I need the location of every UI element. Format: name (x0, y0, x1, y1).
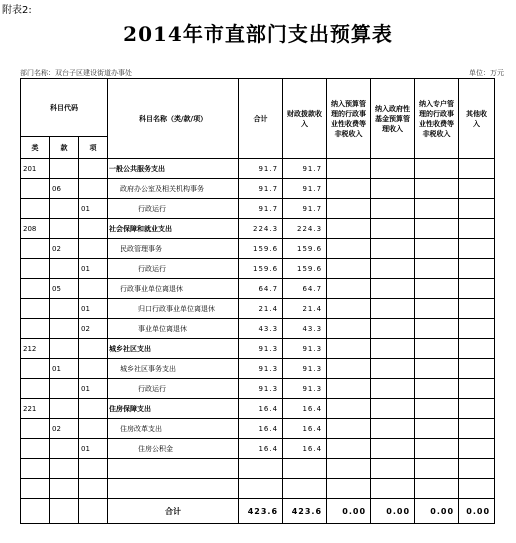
row-other (459, 199, 495, 219)
table-row (21, 179, 495, 199)
total-xiang (79, 499, 108, 524)
header-col-b: 纳入政府性基金预算管理收入 (371, 79, 415, 159)
row-col-a (327, 439, 371, 459)
table-row (21, 399, 495, 419)
row-kuan: 06 (50, 179, 79, 199)
row-subject-name: 一般公共服务支出 (108, 159, 239, 179)
row-xiang: 01 (79, 439, 108, 459)
row-lei (21, 359, 50, 379)
row-total: 16.4 (239, 399, 283, 419)
row-xiang (79, 179, 108, 199)
row-col-a (327, 379, 371, 399)
row-total: 43.3 (239, 319, 283, 339)
row-kuan (50, 399, 79, 419)
row-total: 21.4 (239, 299, 283, 319)
row-other (459, 179, 495, 199)
row-other (459, 259, 495, 279)
row-total: 159.6 (239, 259, 283, 279)
row-xiang: 01 (79, 299, 108, 319)
row-kuan: 01 (50, 359, 79, 379)
row-subject-name: 政府办公室及相关机构事务 (108, 179, 239, 199)
row-col-b (371, 259, 415, 279)
header-total: 合计 (239, 79, 283, 159)
row-kuan (50, 439, 79, 459)
table-row (21, 239, 495, 259)
row-col-b (371, 379, 415, 399)
total-col-a: 0.00 (327, 499, 371, 524)
row-col-b (371, 239, 415, 259)
row-col-b (371, 459, 415, 479)
row-col-c (415, 479, 459, 499)
row-col-c (415, 379, 459, 399)
row-other (459, 399, 495, 419)
row-col-a (327, 359, 371, 379)
row-col-b (371, 199, 415, 219)
row-kuan (50, 199, 79, 219)
row-col-a (327, 259, 371, 279)
table-row (21, 159, 495, 179)
row-other (459, 459, 495, 479)
row-subject-name: 住房保障支出 (108, 399, 239, 419)
row-fiscal: 16.4 (283, 419, 327, 439)
row-total: 91.7 (239, 179, 283, 199)
row-subject-name: 行政运行 (108, 199, 239, 219)
row-fiscal: 91.3 (283, 339, 327, 359)
row-other (459, 219, 495, 239)
row-fiscal: 91.7 (283, 179, 327, 199)
row-lei (21, 179, 50, 199)
row-fiscal: 16.4 (283, 399, 327, 419)
total-kuan (50, 499, 79, 524)
row-col-c (415, 439, 459, 459)
department-name: 部门名称：双台子区建设街道办事处 (20, 69, 132, 77)
row-fiscal: 159.6 (283, 259, 327, 279)
row-xiang: 02 (79, 319, 108, 339)
total-lei (21, 499, 50, 524)
row-xiang (79, 159, 108, 179)
row-xiang (79, 219, 108, 239)
row-col-b (371, 319, 415, 339)
row-total: 91.7 (239, 159, 283, 179)
row-other (459, 159, 495, 179)
row-lei: 212 (21, 339, 50, 359)
row-total: 159.6 (239, 239, 283, 259)
row-col-b (371, 439, 415, 459)
row-col-a (327, 479, 371, 499)
row-fiscal (283, 479, 327, 499)
row-xiang (79, 399, 108, 419)
row-col-c (415, 239, 459, 259)
row-other (459, 339, 495, 359)
total-other: 0.00 (459, 499, 495, 524)
unit-label: 单位：万元 (469, 69, 504, 77)
row-fiscal: 91.3 (283, 379, 327, 399)
row-kuan (50, 299, 79, 319)
row-col-a (327, 179, 371, 199)
row-col-b (371, 419, 415, 439)
row-col-a (327, 219, 371, 239)
row-col-b (371, 179, 415, 199)
row-xiang: 01 (79, 199, 108, 219)
row-xiang (79, 479, 108, 499)
row-other (459, 479, 495, 499)
row-col-c (415, 259, 459, 279)
table-row (21, 299, 495, 319)
table-row (21, 379, 495, 399)
row-total: 91.7 (239, 199, 283, 219)
row-subject-name (108, 459, 239, 479)
row-subject-name: 民政管理事务 (108, 239, 239, 259)
row-fiscal (283, 459, 327, 479)
row-lei: 201 (21, 159, 50, 179)
table-row (21, 319, 495, 339)
page-title: 2014年市直部门支出预算表 (123, 22, 393, 46)
row-col-c (415, 339, 459, 359)
row-col-b (371, 219, 415, 239)
row-kuan (50, 219, 79, 239)
total-label: 合计 (108, 499, 239, 524)
row-fiscal: 64.7 (283, 279, 327, 299)
total-col-b: 0.00 (371, 499, 415, 524)
row-subject-name: 城乡社区事务支出 (108, 359, 239, 379)
header-col-c: 纳入专户管理的行政事业性收费等非税收入 (415, 79, 459, 159)
row-col-c (415, 179, 459, 199)
row-other (459, 239, 495, 259)
row-lei: 221 (21, 399, 50, 419)
table-row (21, 259, 495, 279)
row-col-c (415, 219, 459, 239)
row-lei (21, 379, 50, 399)
row-other (459, 319, 495, 339)
row-col-a (327, 159, 371, 179)
row-kuan: 02 (50, 239, 79, 259)
row-fiscal: 91.3 (283, 359, 327, 379)
table-row (21, 339, 495, 359)
row-subject-name: 住房改革支出 (108, 419, 239, 439)
row-col-a (327, 299, 371, 319)
table-row (21, 279, 495, 299)
row-fiscal: 16.4 (283, 439, 327, 459)
row-xiang (79, 419, 108, 439)
table-row (21, 219, 495, 239)
row-other (459, 379, 495, 399)
row-fiscal: 43.3 (283, 319, 327, 339)
total-fiscal: 423.6 (283, 499, 327, 524)
header-col-a: 纳入预算管理的行政事业性收费等非税收入 (327, 79, 371, 159)
row-col-b (371, 479, 415, 499)
row-fiscal: 91.7 (283, 159, 327, 179)
row-lei (21, 199, 50, 219)
total-col-c: 0.00 (415, 499, 459, 524)
row-other (459, 439, 495, 459)
row-total: 91.3 (239, 339, 283, 359)
row-col-b (371, 359, 415, 379)
row-lei (21, 259, 50, 279)
row-xiang (79, 279, 108, 299)
row-other (459, 419, 495, 439)
row-kuan (50, 259, 79, 279)
row-kuan (50, 319, 79, 339)
row-total: 91.3 (239, 379, 283, 399)
row-xiang (79, 459, 108, 479)
row-total (239, 479, 283, 499)
row-subject-name: 行政事业单位离退休 (108, 279, 239, 299)
row-total: 16.4 (239, 419, 283, 439)
header-subject-name: 科目名称（类/款/项） (108, 79, 239, 159)
row-xiang (79, 239, 108, 259)
row-kuan (50, 379, 79, 399)
row-kuan: 05 (50, 279, 79, 299)
row-xiang: 01 (79, 259, 108, 279)
row-subject-name: 事业单位离退休 (108, 319, 239, 339)
row-col-c (415, 299, 459, 319)
row-lei (21, 319, 50, 339)
row-fiscal: 159.6 (283, 239, 327, 259)
attachment-label: 附表2: (2, 5, 32, 16)
table-row (21, 419, 495, 439)
row-col-b (371, 339, 415, 359)
row-col-c (415, 419, 459, 439)
row-fiscal: 21.4 (283, 299, 327, 319)
row-col-c (415, 319, 459, 339)
row-col-a (327, 279, 371, 299)
header-xiang: 项 (79, 137, 108, 159)
row-col-b (371, 279, 415, 299)
row-col-a (327, 199, 371, 219)
row-col-a (327, 419, 371, 439)
row-col-b (371, 299, 415, 319)
row-col-b (371, 399, 415, 419)
row-col-a (327, 339, 371, 359)
row-kuan: 02 (50, 419, 79, 439)
header-code-group: 科目代码 (21, 79, 108, 137)
header-other: 其他收入 (459, 79, 495, 159)
row-subject-name (108, 479, 239, 499)
row-other (459, 359, 495, 379)
row-subject-name: 行政运行 (108, 259, 239, 279)
row-kuan (50, 459, 79, 479)
row-subject-name: 城乡社区支出 (108, 339, 239, 359)
row-lei (21, 459, 50, 479)
row-lei: 208 (21, 219, 50, 239)
table-row (21, 459, 495, 479)
row-kuan (50, 479, 79, 499)
row-xiang (79, 359, 108, 379)
row-total: 64.7 (239, 279, 283, 299)
total-sum: 423.6 (239, 499, 283, 524)
row-other (459, 279, 495, 299)
header-lei: 类 (21, 137, 50, 159)
row-lei (21, 439, 50, 459)
row-col-c (415, 359, 459, 379)
row-other (459, 299, 495, 319)
row-total: 224.3 (239, 219, 283, 239)
row-xiang: 01 (79, 379, 108, 399)
row-total: 16.4 (239, 439, 283, 459)
row-fiscal: 224.3 (283, 219, 327, 239)
row-col-a (327, 239, 371, 259)
row-col-c (415, 159, 459, 179)
row-kuan (50, 159, 79, 179)
header-fiscal: 财政拨款收入 (283, 79, 327, 159)
row-kuan (50, 339, 79, 359)
row-lei (21, 279, 50, 299)
table-row (21, 479, 495, 499)
table-row (21, 199, 495, 219)
table-row (21, 439, 495, 459)
row-total (239, 459, 283, 479)
row-col-a (327, 319, 371, 339)
row-lei (21, 479, 50, 499)
row-col-c (415, 459, 459, 479)
row-subject-name: 归口行政事业单位离退休 (108, 299, 239, 319)
row-lei (21, 419, 50, 439)
row-lei (21, 299, 50, 319)
row-xiang (79, 339, 108, 359)
row-subject-name: 社会保障和就业支出 (108, 219, 239, 239)
row-col-a (327, 399, 371, 419)
row-subject-name: 行政运行 (108, 379, 239, 399)
budget-table (20, 78, 495, 524)
table-row (21, 359, 495, 379)
row-lei (21, 239, 50, 259)
row-fiscal: 91.7 (283, 199, 327, 219)
row-col-b (371, 159, 415, 179)
row-subject-name: 住房公积金 (108, 439, 239, 459)
row-col-a (327, 459, 371, 479)
row-col-c (415, 399, 459, 419)
row-col-c (415, 199, 459, 219)
row-total: 91.3 (239, 359, 283, 379)
row-col-c (415, 279, 459, 299)
header-kuan: 款 (50, 137, 79, 159)
